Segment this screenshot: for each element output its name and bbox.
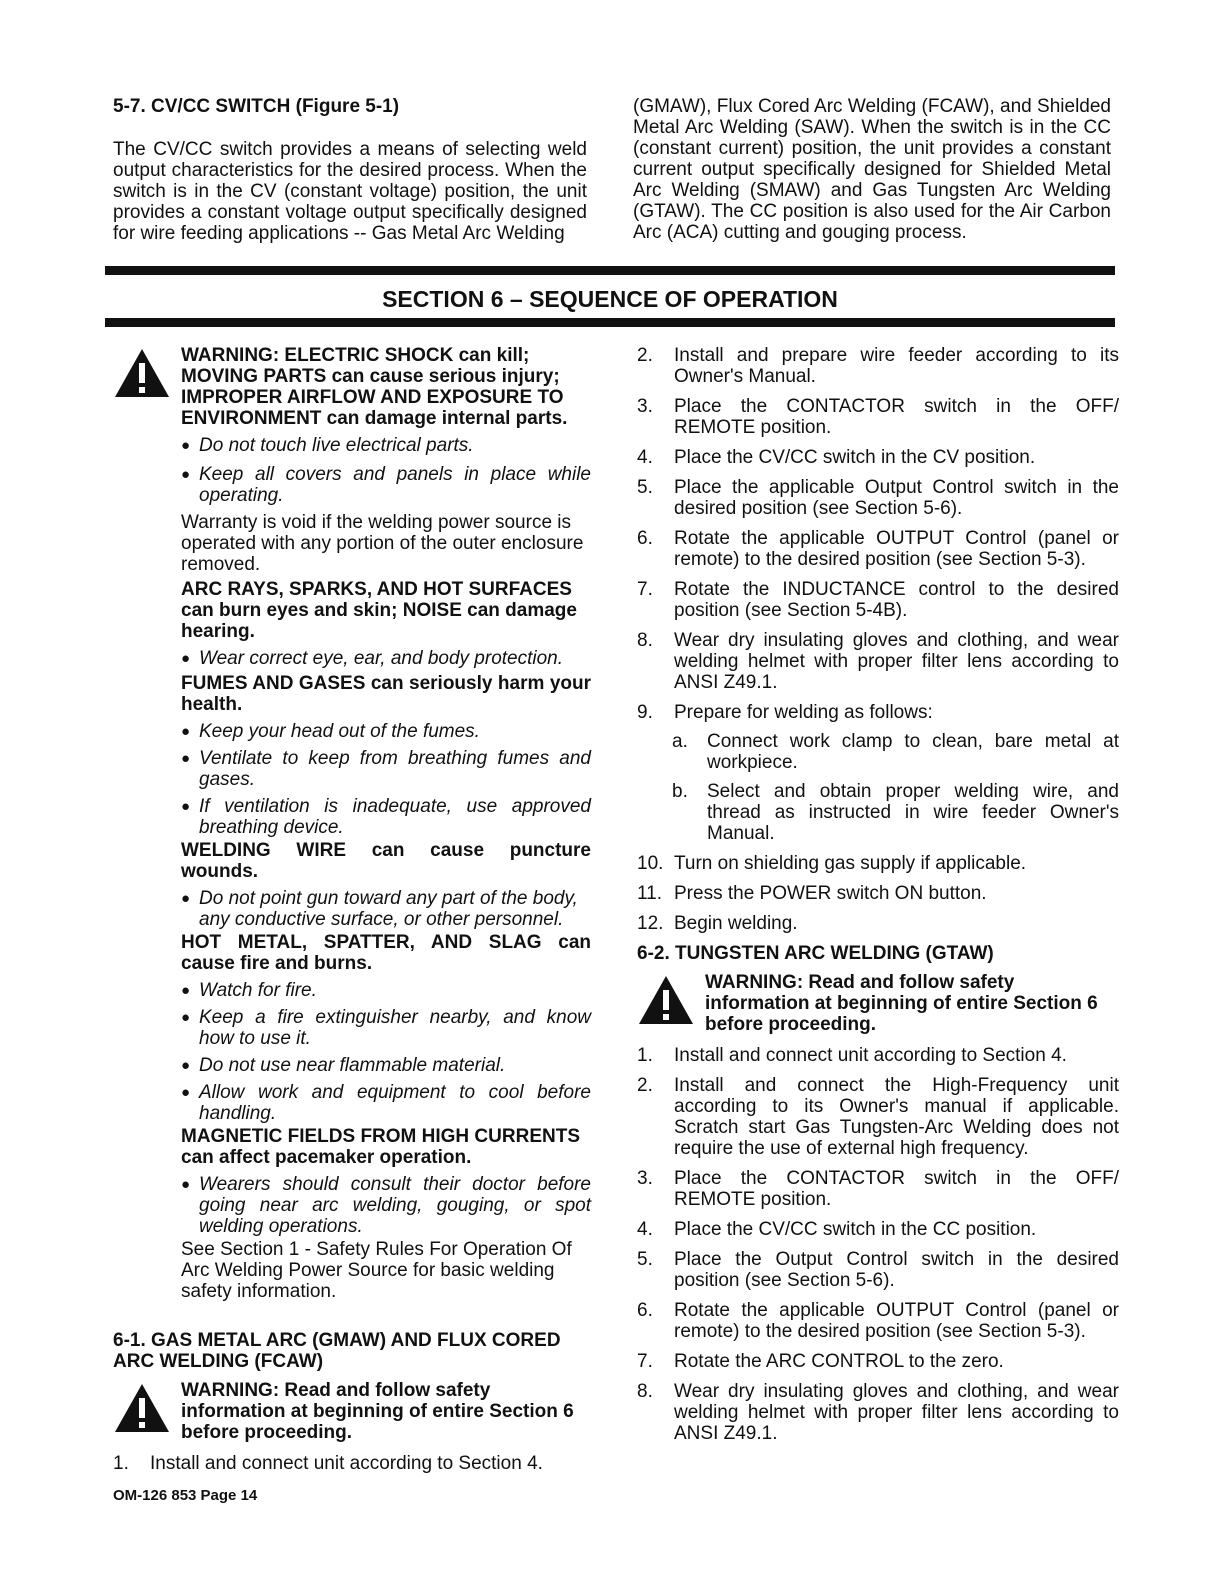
step-text: Place the CV/CC switch in the CC position. — [674, 1219, 1037, 1240]
step-text: Press the POWER switch ON button. — [674, 883, 987, 904]
step-number: 1. — [113, 1453, 129, 1474]
numbered-step — [637, 853, 1119, 874]
step-number: 2. — [637, 345, 653, 366]
numbered-step — [637, 528, 1119, 570]
warning-read-safety-gtaw: WARNING: Read and follow safety information at beginning of entire Section 6 before proceeding. — [705, 972, 1098, 1035]
right-column — [637, 345, 1119, 1444]
section-5-7-heading: 5-7. CV/CC SWITCH (Figure 5-1) — [113, 96, 400, 117]
numbered-step — [637, 702, 1119, 723]
step-text: Place the CONTACTOR switch in the OFF/ REMOTE position. — [674, 1168, 1119, 1210]
bullet-head-out: ● Keep your head out of the fumes. — [181, 721, 591, 742]
step-text: Place the Output Control switch in the desired position (see Section 5-6). — [674, 1249, 1119, 1291]
bullet-pacemaker: ● Wearers should consult their doctor before going near arc welding, gouging, or spot welding operations. — [181, 1174, 591, 1237]
warning-block-safety — [113, 345, 591, 429]
step-number: 12. — [637, 913, 664, 934]
step-number: 3. — [637, 396, 653, 417]
step-text: Install and connect unit according to Section 4. — [150, 1453, 543, 1474]
warning-triangle-icon — [637, 974, 695, 1026]
step-number: 9. — [637, 702, 653, 723]
numbered-step — [637, 630, 1119, 693]
warning-block-gtaw — [637, 972, 1119, 1035]
step-text: Rotate the applicable OUTPUT Control (panel or remote) to the desired position (see Section 5-3). — [674, 528, 1119, 570]
step-text: Wear dry insulating gloves and clothing, and wear welding helmet with proper filter lens according to ANSI Z49.1. — [674, 630, 1119, 693]
page-footer: OM-126 853 Page 14 — [113, 1487, 258, 1504]
section-6-title: SECTION 6 – SEQUENCE OF OPERATION — [382, 286, 838, 312]
step-number: 6. — [637, 1300, 653, 1321]
warning-triangle-icon — [113, 347, 171, 399]
bullet-point-gun: ● Do not point gun toward any part of the body, any conductive surface, or other personnel. — [181, 888, 591, 930]
bullet-extinguisher: ● Keep a fire extinguisher nearby, and know how to use it. — [181, 1007, 591, 1049]
step-text: Place the CV/CC switch in the CV position. — [674, 447, 1036, 468]
numbered-step — [637, 913, 1119, 934]
gmaw-steps-list — [637, 345, 1119, 723]
bullet-eye-protection: ● Wear correct eye, ear, and body protection. — [181, 648, 591, 669]
bullet-flammable: ● Do not use near flammable material. — [181, 1055, 591, 1076]
step-text: Rotate the applicable OUTPUT Control (panel or remote) to the desired position (see Section 5-3). — [674, 1300, 1119, 1342]
warning-triangle-icon — [113, 1382, 171, 1434]
numbered-step — [637, 1168, 1119, 1210]
bullet-cool-down: ● Allow work and equipment to cool before handling. — [181, 1082, 591, 1124]
section-rule-bottom — [105, 318, 1115, 327]
gmaw-step-1 — [113, 1453, 591, 1474]
numbered-step — [637, 579, 1119, 621]
numbered-step — [637, 396, 1119, 438]
step-text: Install and connect the High-Frequency unit according to its Owner's manual if applicable. Scratch start Gas Tungsten-Arc Welding does not require the use of external high frequency. — [674, 1075, 1119, 1159]
welding-wire-warning: WELDING WIRE can cause puncture wounds. — [181, 840, 591, 882]
step-text: Rotate the INDUCTANCE control to the desired position (see Section 5-4B). — [674, 579, 1119, 621]
numbered-step — [637, 1075, 1119, 1159]
section-6-2-heading: 6-2. TUNGSTEN ARC WELDING (GTAW) — [637, 943, 994, 964]
substep-text: Connect work clamp to clean, bare metal at workpiece. — [707, 731, 1119, 773]
magnetic-fields-warning: MAGNETIC FIELDS FROM HIGH CURRENTS can affect pacemaker operation. — [181, 1126, 580, 1168]
step-text: Begin welding. — [674, 913, 798, 934]
step-text: Wear dry insulating gloves and clothing, and wear welding helmet with proper filter lens according to ANSI Z49.1. — [674, 1381, 1119, 1444]
numbered-step — [637, 1351, 1119, 1372]
fumes-warning: FUMES AND GASES can seriously harm your health. — [181, 673, 591, 715]
warranty-note: Warranty is void if the welding power source is operated with any portion of the outer enclosure removed. — [181, 512, 584, 575]
substep-letter: b. — [672, 781, 688, 802]
substep-text: Select and obtain proper welding wire, and thread as instructed in wire feeder Owner's Manual. — [707, 781, 1119, 844]
step-text: Install and prepare wire feeder according to its Owner's Manual. — [674, 345, 1119, 387]
numbered-step — [637, 1219, 1119, 1240]
left-top-column — [113, 96, 587, 244]
numbered-step — [637, 883, 1119, 904]
step-text: Rotate the ARC CONTROL to the zero. — [674, 1351, 1004, 1372]
step-number: 3. — [637, 1168, 653, 1189]
step-number: 8. — [637, 630, 653, 651]
numbered-step — [637, 1045, 1119, 1066]
numbered-step — [637, 1249, 1119, 1291]
cvcc-paragraph-right: (GMAW), Flux Cored Arc Welding (FCAW), and Shielded Metal Arc Welding (SAW). When the switch is in the CC (constant current) position, the unit provides a constant current output specifically designed for Shielded Metal Arc Welding (SMAW) and Gas Tungsten Arc Welding (GTAW). The CC position is also used for the Air Carbon Arc (ACA) cutting and gouging process. — [633, 96, 1111, 243]
bullet-ventilate: ● Ventilate to keep from breathing fumes and gases. — [181, 748, 591, 790]
step-number: 2. — [637, 1075, 653, 1096]
numbered-step — [637, 447, 1119, 468]
step-number: 11. — [637, 883, 663, 904]
step-text: Place the CONTACTOR switch in the OFF/ REMOTE position. — [674, 396, 1119, 438]
section-rule-top — [105, 266, 1115, 275]
numbered-step — [637, 1300, 1119, 1342]
warning-block-gmaw — [113, 1380, 591, 1443]
section-6-1-heading: 6-1. GAS METAL ARC (GMAW) AND FLUX CORED ARC WELDING (FCAW) — [113, 1330, 561, 1372]
see-section-1: See Section 1 - Safety Rules For Operation Of Arc Welding Power Source for basic welding safety information. — [181, 1239, 572, 1302]
gtaw-steps-list — [637, 1045, 1119, 1444]
gmaw-steps-final — [637, 853, 1119, 934]
step-number: 4. — [637, 447, 653, 468]
left-column — [113, 345, 591, 1474]
warning-electric-shock: WARNING: ELECTRIC SHOCK can kill; MOVING PARTS can cause serious injury; IMPROPER AIRFLOW AND EXPOSURE TO ENVIRONMENT can damage internal parts. — [181, 345, 568, 429]
step-text: Prepare for welding as follows: — [674, 702, 933, 723]
substep-letter: a. — [672, 731, 688, 752]
step-number: 8. — [637, 1381, 653, 1402]
step-number: 7. — [637, 579, 653, 600]
bullet-watch-fire: ● Watch for fire. — [181, 980, 591, 1001]
step-text: Install and connect unit according to Section 4. — [674, 1045, 1067, 1066]
step-number: 4. — [637, 1219, 653, 1240]
step-number: 6. — [637, 528, 653, 549]
warning-read-safety: WARNING: Read and follow safety information at beginning of entire Section 6 before proceeding. — [181, 1380, 574, 1443]
step-number: 5. — [637, 477, 653, 498]
step-number: 1. — [637, 1045, 653, 1066]
bullet-live-parts: ● Do not touch live electrical parts. — [181, 435, 591, 456]
numbered-step — [637, 477, 1119, 519]
step-number: 10. — [637, 853, 664, 874]
numbered-step — [637, 1381, 1119, 1444]
bullet-covers: ● Keep all covers and panels in place while operating. — [181, 464, 591, 506]
substep-a — [672, 731, 1119, 773]
bullet-breathing-device: ● If ventilation is inadequate, use approved breathing device. — [181, 796, 591, 838]
step-text: Turn on shielding gas supply if applicable. — [674, 853, 1027, 874]
numbered-step — [637, 345, 1119, 387]
step-number: 5. — [637, 1249, 653, 1270]
cvcc-paragraph-left: The CV/CC switch provides a means of selecting weld output characteristics for the desired process. When the switch is in the CV (constant voltage) position, the unit provides a constant voltage output specifically designed for wire feeding applications -- Gas Metal Arc Welding — [113, 139, 587, 244]
right-top-column — [633, 96, 1111, 243]
substep-b — [672, 781, 1119, 844]
arc-rays-warning: ARC RAYS, SPARKS, AND HOT SURFACES can burn eyes and skin; NOISE can damage hearing. — [181, 579, 577, 642]
hot-metal-warning: HOT METAL, SPATTER, AND SLAG can cause fire and burns. — [181, 932, 591, 974]
step-number: 7. — [637, 1351, 653, 1372]
step-text: Place the applicable Output Control switch in the desired position (see Section 5-6). — [674, 477, 1119, 519]
warning-details — [113, 435, 591, 1302]
